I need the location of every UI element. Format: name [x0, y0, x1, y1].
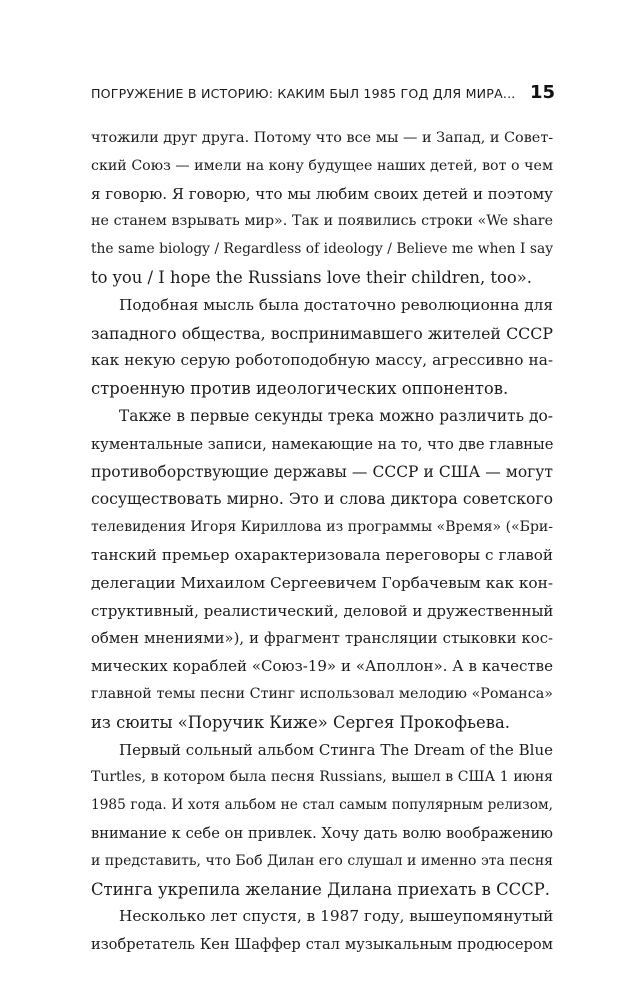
- text-line: Подобная мысль была достаточно революционна для: [119, 295, 553, 314]
- body-text: [91, 125, 553, 959]
- text-line: Также в первые секунды трека можно различить до-: [119, 406, 553, 425]
- paragraph: [91, 292, 553, 403]
- page-number: 15: [529, 82, 555, 103]
- text-line: и представить, что Боб Дилан его слушал и именно эта песня: [91, 852, 553, 869]
- running-title: ПОГРУЖЕНИЕ В ИСТОРИЮ: КАКИМ БЫЛ 1985 ГОД ДЛЯ МИРА...: [91, 86, 516, 101]
- text-line: обмен мнениями»), и фрагмент трансляции стыковки кос-: [91, 630, 553, 648]
- text-line: мических кораблей «Союз-19» и «Аполлон». А в качестве: [91, 657, 553, 676]
- text-line: Стинга укрепила желание Дилана приехать в СССР.: [91, 879, 550, 899]
- text-line: как некую серую роботоподобную массу, агрессивно на-: [91, 351, 553, 370]
- text-line: изобретатель Кен Шаффер стал музыкальным продюсером: [91, 936, 553, 954]
- text-line: сосуществовать мирно. Это и слова диктора советского: [91, 490, 553, 509]
- text-line: кументальные записи, намекающие на то, что две главные: [91, 435, 554, 453]
- text-line: противоборствующие державы — СССР и США — могут: [91, 462, 553, 481]
- paragraph: [91, 903, 553, 959]
- running-head: [91, 84, 555, 108]
- text-line: телевидения Игоря Кириллова из программы «Время» («Бри-: [91, 519, 553, 536]
- paragraph: [91, 737, 553, 904]
- text-line: танский премьер охарактеризовала переговоры с главой: [91, 545, 553, 564]
- paragraph: [91, 125, 553, 292]
- text-line: из сюиты «Поручик Киже» Сергея Прокофьева.: [91, 712, 510, 732]
- text-line: я говорю. Я говорю, что мы любим своих детей и поэтому: [91, 184, 553, 203]
- text-line: Первый сольный альбом Стинга The Dream of the Blue: [119, 740, 553, 759]
- text-line: ский Союз — имели на кону будущее наших детей, вот о чем: [91, 157, 553, 174]
- text-line: структивный, реалистический, деловой и дружественный: [91, 601, 554, 620]
- text-line: делегации Михаилом Сергеевичем Горбачевым как кон-: [91, 573, 553, 592]
- text-line: 1985 года. И хотя альбом не стал самым популярным релизом,: [91, 797, 553, 814]
- paragraph: [91, 403, 553, 737]
- text-line: строенную против идеологических оппонентов.: [91, 379, 509, 399]
- text-line: главной темы песни Стинг использовал мелодию «Романса»: [91, 685, 553, 702]
- text-line: чтожили друг друга. Потому что все мы — и Запад, и Совет-: [91, 130, 554, 146]
- text-line: не станем взрывать мир». Так и появились строки «We share: [91, 213, 553, 230]
- text-line: Несколько лет спустя, в 1987 году, вышеупомянутый: [119, 907, 554, 926]
- text-line: the same biology / Regardless of ideology / Believe me when I say: [91, 241, 553, 258]
- text-line: западного общества, воспринимавшего жителей СССР: [91, 323, 553, 343]
- text-line: to you / I hope the Russians love their children, too».: [91, 267, 532, 287]
- text-line: внимание к себе он привлек. Хочу дать волю воображению: [91, 824, 553, 842]
- text-line: Turtles, в котором была песня Russians, вышел в США 1 июня: [91, 769, 553, 786]
